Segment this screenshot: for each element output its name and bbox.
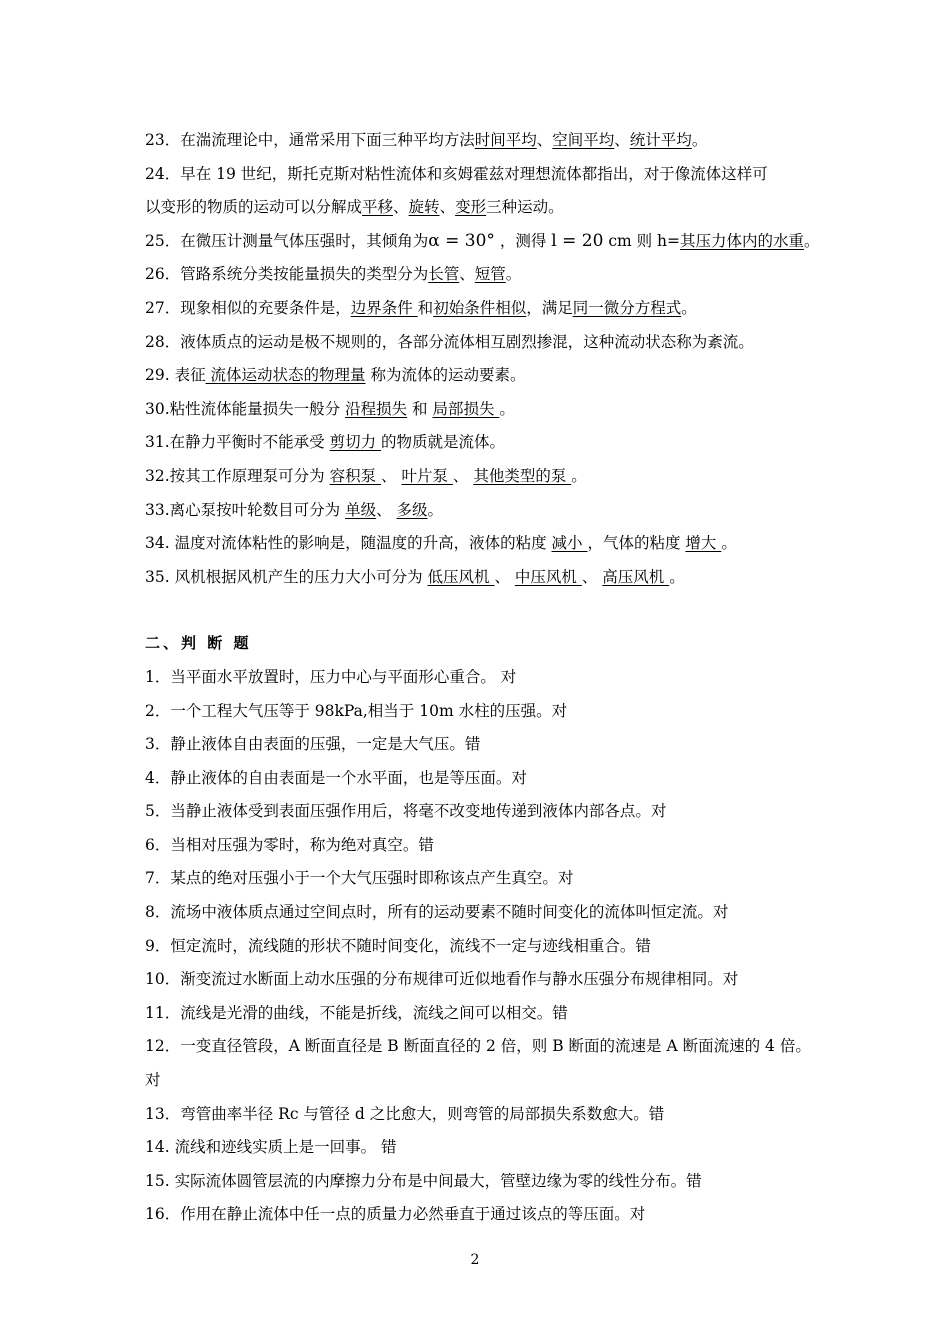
question-text: 29. 表征 (145, 366, 206, 385)
answer-blank: 增大 (685, 534, 722, 553)
question-text: 、 (381, 466, 402, 485)
question-text: 称为流体的运动要素。 (365, 366, 526, 385)
answer-blank: 空间平均 (552, 131, 615, 149)
answer-blank: 沿程损失 (345, 399, 408, 418)
question-text: 。 (804, 231, 820, 250)
true-false-questions (145, 661, 815, 1232)
answer-blank: 叶片泵 (401, 466, 453, 485)
question-line (145, 326, 815, 360)
question-text: 、 (536, 131, 553, 149)
question-text: 。 (691, 131, 708, 149)
question-text: 以变形的物质的运动可以分解成 (145, 198, 363, 217)
answer-blank: 时间平均 (474, 131, 537, 149)
answer-blank: 其压力体内的水重 (680, 231, 805, 250)
question-text: 24．早在 19 世纪，斯托克斯对粘性流体和亥姆霍兹对理想流体都指出，对于像流体这样可 (145, 164, 768, 183)
page-content (145, 124, 820, 1232)
question-text: 、 (452, 466, 474, 485)
answer-blank: 容积泵 (329, 466, 382, 485)
question-text: 26．管路系统分类按能量损失的类型分为 (145, 265, 429, 284)
question-line (145, 494, 815, 528)
answer-blank: 变形 (455, 198, 487, 217)
answer-blank: 高压风机 (602, 567, 670, 586)
question-text: 。 (427, 500, 444, 519)
question-text: ，满足 (526, 298, 573, 317)
judgement-item: 7．某点的绝对压强小于一个大气压强时即称该点产生真空。对 (145, 869, 574, 888)
answer-blank: 短管 (474, 265, 506, 284)
question-text: 和 (407, 399, 433, 418)
question-line (145, 158, 815, 192)
judgement-item: 11．流线是光滑的曲线，不能是折线，流线之间可以相交。错 (145, 1003, 568, 1022)
question-text: 31.在静力平衡时不能承受 (145, 433, 330, 452)
judgement-item: 12．一变直径管段，A 断面直径是 B 断面直径的 2 倍，则 B 断面的流速是 A 断面流速的 4 倍。 (145, 1037, 811, 1056)
question-line (145, 124, 815, 158)
answer-blank: 长管 (428, 265, 460, 284)
answer-blank: 其他类型的泵 (473, 466, 572, 485)
question-line (145, 359, 815, 393)
fill-in-questions (145, 124, 820, 594)
question-line (145, 393, 815, 427)
judgement-item: 对 (145, 1071, 161, 1090)
answer-blank: 旋转 (408, 198, 440, 217)
judgement-item: 15. 实际流体圆管层流的内摩擦力分布是中间最大，管壁边缘为零的线性分布。错 (145, 1171, 702, 1190)
question-text: 。 (571, 466, 587, 485)
question-text: 23．在湍流理论中，通常采用下面三种平均方法 (145, 131, 475, 149)
question-line (145, 426, 815, 460)
answer-blank: 局部损失 (432, 399, 500, 418)
section-gap (145, 594, 815, 627)
question-text: 、 (393, 198, 409, 217)
question-text: 、 (376, 500, 397, 519)
question-line (145, 292, 815, 326)
judgement-item: 6．当相对压强为零时，称为绝对真空。错 (145, 835, 434, 854)
question-text: 、 (459, 265, 475, 284)
answer-blank: 中压风机 (514, 567, 582, 586)
question-text: 27．现象相似的充要条件是， (145, 298, 351, 317)
question-text: 和 (417, 298, 434, 317)
judgement-item: 14. 流线和迹线实质上是一回事。 错 (145, 1138, 397, 1157)
question-line (145, 460, 815, 494)
question-text: 三种运动。 (486, 198, 564, 217)
answer-blank: 同一微分方程式 (572, 298, 682, 317)
math-expression: α = 30° (428, 230, 495, 251)
answer-blank: 低压风机 (427, 567, 495, 586)
answer-blank: 统计平均 (629, 131, 692, 149)
answer-blank: 减小 (551, 534, 588, 553)
judgement-item: 3．静止液体自由表面的压强，一定是大气压。错 (145, 735, 481, 754)
question-text: 、 (439, 198, 456, 217)
question-line (145, 527, 815, 561)
question-text: 。 (499, 399, 515, 418)
question-text: 。 (669, 567, 685, 586)
question-text: 、 (581, 567, 603, 586)
judgement-item: 13．弯管曲率半径 Rc 与管径 d 之比愈大，则弯管的局部损失系数愈大。错 (145, 1104, 665, 1123)
question-line (145, 191, 815, 225)
question-text: 的物质就是流体。 (381, 433, 506, 452)
judgement-item: 1．当平面水平放置时，压力中心与平面形心重合。 对 (145, 667, 517, 686)
judgement-item: 2．一个工程大气压等于 98kPa,相当于 10m 水柱的压强。对 (145, 701, 568, 720)
question-line (145, 225, 820, 259)
question-text: 。 (505, 265, 522, 284)
answer-blank: 流体运动状态的物理量 (205, 366, 366, 385)
question-text: 25．在微压计测量气体压强时，其倾角为 (145, 231, 429, 250)
question-text: 32.按其工作原理泵可分为 (145, 466, 330, 485)
section-title: 二、判 断 题 (145, 634, 252, 653)
judgement-item: 9．恒定流时，流线随的形状不随时间变化，流线不一定与迹线相重合。错 (145, 936, 651, 955)
question-line (145, 561, 815, 595)
answer-blank: 边界条件 (350, 298, 418, 317)
math-expression: l = 20 (551, 230, 604, 251)
question-text: 、 (494, 567, 515, 586)
answer-blank: 初始条件相似 (433, 298, 527, 317)
question-text: 30.粘性流体能量损失一般分 (145, 399, 346, 418)
question-text: 。 (681, 298, 697, 317)
judgement-item: 10．渐变流过水断面上动水压强的分布规律可近似地看作与静水压强分布规律相同。对 (145, 970, 739, 989)
question-text: 28．液体质点的运动是极不规则的，各部分流体相互剧烈掺混，这种流动状态称为紊流。 (145, 332, 754, 351)
question-text: 35. 风机根据风机产生的压力大小可分为 (145, 567, 428, 586)
question-text: ，测得 (494, 231, 552, 250)
question-text: 、 (614, 131, 630, 149)
question-text: 33.离心泵按叶轮数目可分为 (145, 500, 346, 519)
answer-blank: 多级 (396, 500, 428, 519)
judgement-item: 4．静止液体的自由表面是一个水平面，也是等压面。对 (145, 768, 527, 787)
question-text: 34. 温度对流体粘性的影响是，随温度的升高，液体的粘度 (145, 534, 552, 553)
judgement-item: 16．作用在静止流体中任一点的质量力必然垂直于通过该点的等压面。对 (145, 1205, 646, 1224)
question-text: 。 (721, 534, 737, 553)
judgement-item: 5．当静止液体受到表面压强作用后，将毫不改变地传递到液体内部各点。对 (145, 802, 667, 821)
question-text: ，气体的粘度 (587, 534, 686, 553)
answer-blank: 平移 (362, 198, 394, 217)
page-number: 2 (470, 1252, 480, 1268)
answer-blank: 剪切力 (329, 433, 382, 452)
question-text: cm 则 h= (603, 231, 681, 250)
answer-blank: 单级 (345, 500, 377, 519)
judgement-item: 8．流场中液体质点通过空间点时，所有的运动要素不随时间变化的流体叫恒定流。对 (145, 903, 729, 922)
question-line (145, 258, 815, 292)
